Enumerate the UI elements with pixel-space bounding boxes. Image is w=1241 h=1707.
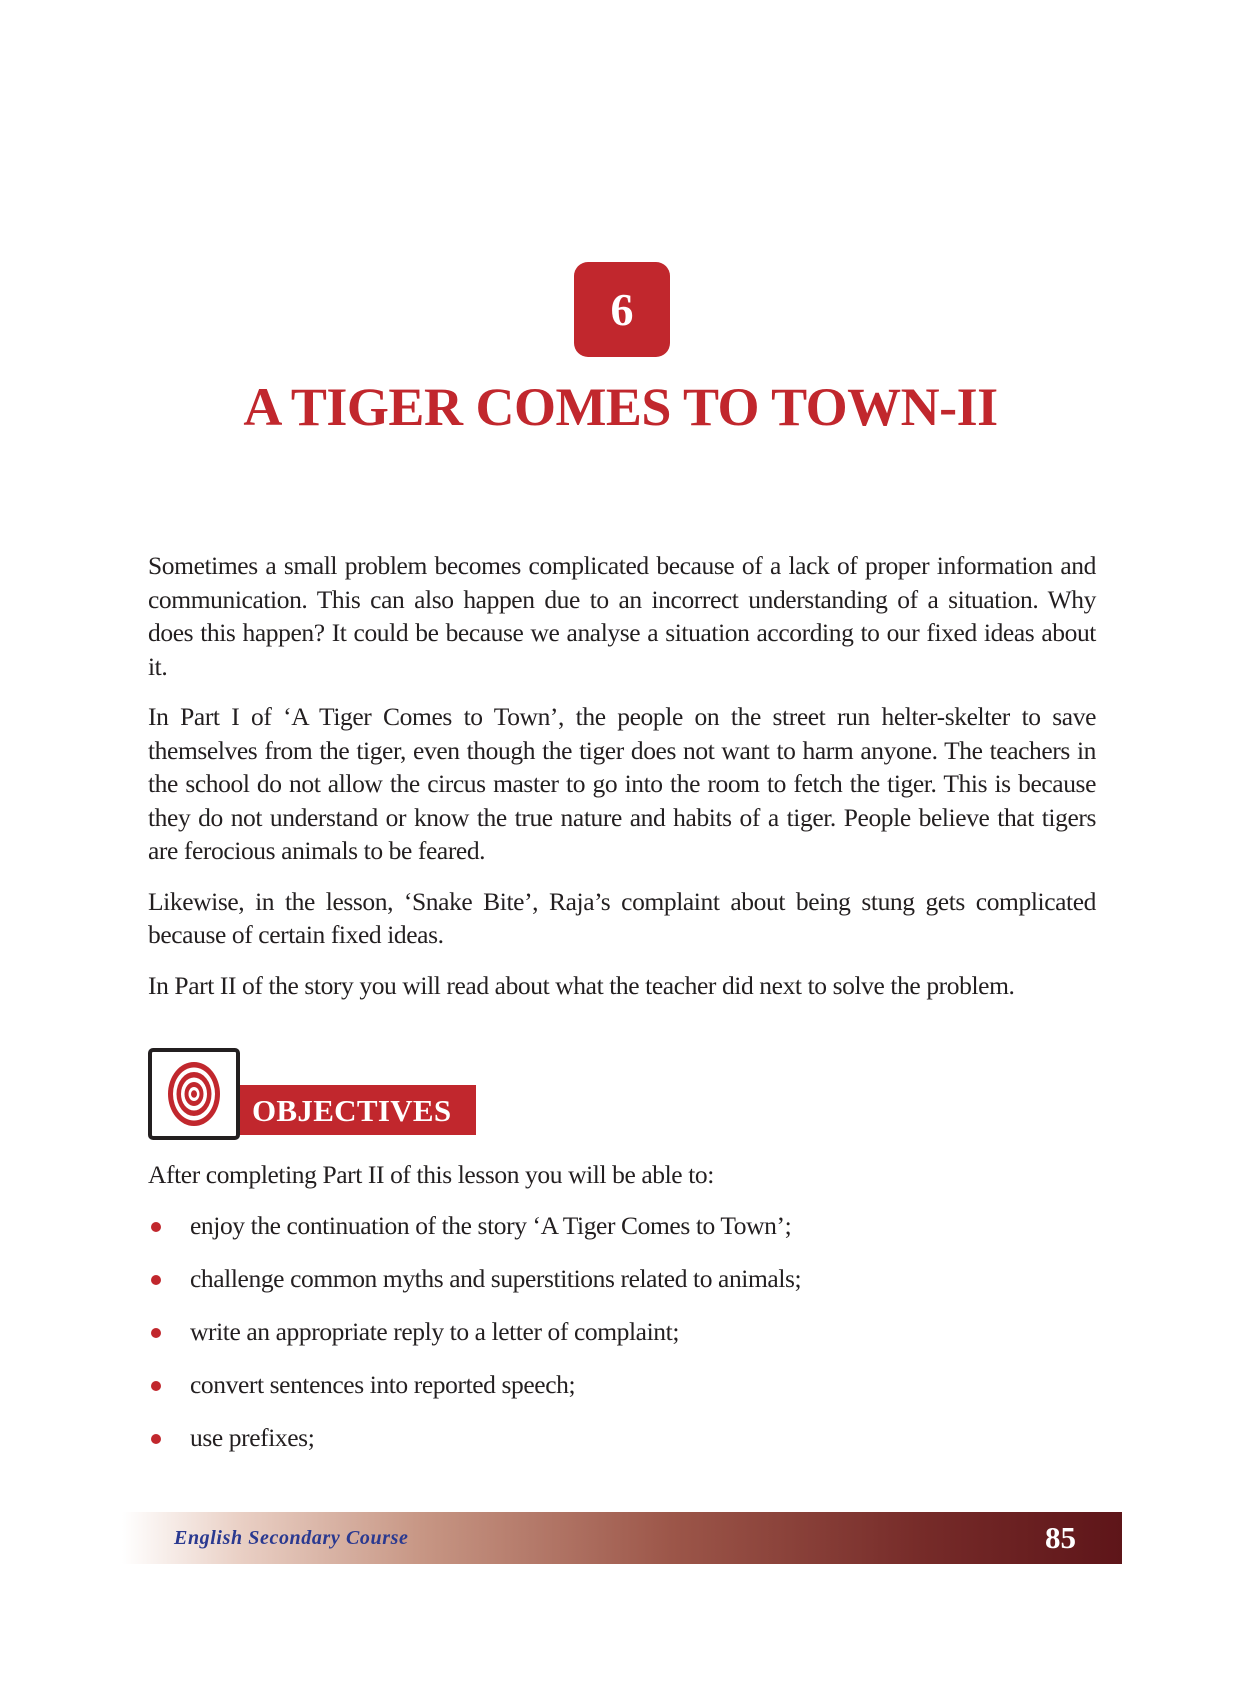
list-item — [148, 1262, 1096, 1315]
intro-paragraph: In Part I of ‘A Tiger Comes to Town’, the people on the street run helter-skelter to save themselves from the tiger, even though the tiger does not want to harm anyone. The teachers in the school do not allow the circus master to go into the room to fetch the tiger. This is because they do not understand or know the true nature and habits of a tiger. People believe that tigers are ferocious animals to be feared. — [148, 702, 1096, 865]
list-item — [148, 1421, 1096, 1474]
bullet-icon — [151, 1434, 161, 1444]
course-name: English Secondary Course — [174, 1527, 409, 1549]
intro-paragraph: Sometimes a small problem becomes complicated because of a lack of proper information and communication. This can also happen due to an incorrect understanding of a situation. Why does this happen? It could be because we analyse a situation according to our fixed ideas about it. — [148, 551, 1096, 681]
list-item — [148, 1368, 1096, 1421]
page-footer — [122, 1512, 1122, 1564]
chapter-title: A TIGER COMES TO TOWN-II — [243, 377, 998, 437]
list-item-text: enjoy the continuation of the story ‘A Tiger Comes to Town’; — [190, 1211, 792, 1240]
bullet-icon — [151, 1328, 161, 1338]
list-item-text: write an appropriate reply to a letter of complaint; — [190, 1317, 680, 1346]
intro-section — [148, 549, 1096, 1019]
chapter-number-badge: 6 — [574, 262, 670, 357]
objectives-icon-box — [148, 1048, 240, 1140]
list-item-text: use prefixes; — [190, 1423, 315, 1452]
intro-paragraph: Likewise, in the lesson, ‘Snake Bite’, Raja’s complaint about being stung gets complicated because of certain fixed ideas. — [148, 886, 1096, 949]
bullet-icon — [151, 1222, 161, 1232]
objectives-lead: After completing Part II of this lesson you will be able to: — [148, 1160, 714, 1189]
objectives-list — [148, 1209, 1096, 1474]
bullet-icon — [151, 1275, 161, 1285]
list-item-text: challenge common myths and superstitions related to animals; — [190, 1264, 802, 1293]
intro-paragraph: In Part II of the story you will read about what the teacher did next to solve the problem. — [148, 970, 1015, 1000]
list-item-text: convert sentences into reported speech; — [190, 1370, 576, 1399]
target-icon — [166, 1060, 222, 1128]
objectives-heading: OBJECTIVES — [236, 1085, 476, 1135]
bullet-icon — [151, 1381, 161, 1391]
page-number: 85 — [1045, 1520, 1076, 1555]
list-item — [148, 1209, 1096, 1262]
list-item — [148, 1315, 1096, 1368]
